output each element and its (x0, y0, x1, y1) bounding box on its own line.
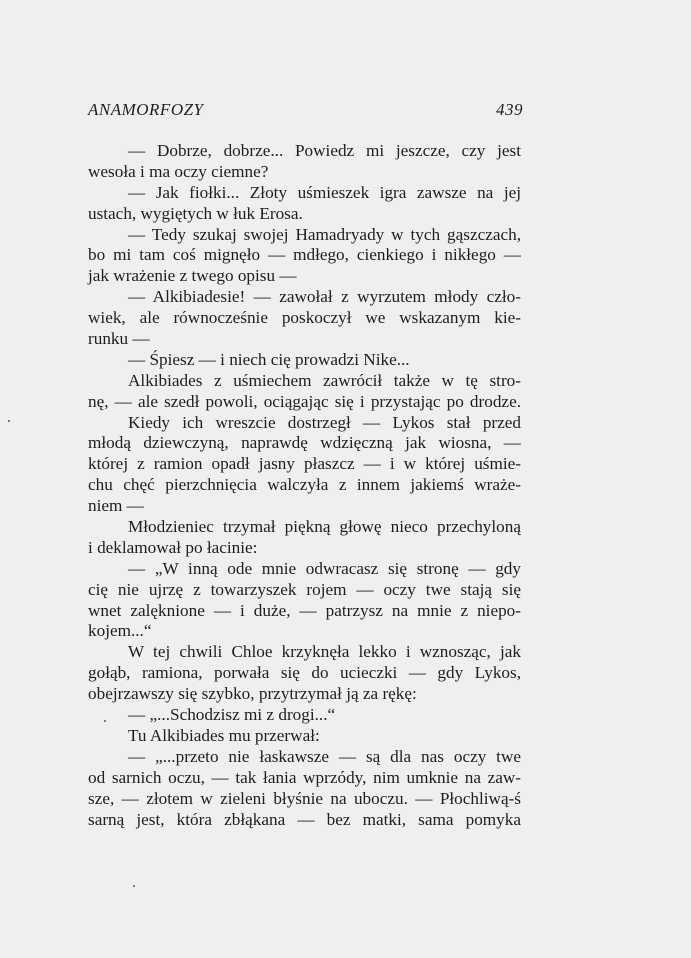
text-line: ustach, wygiętych w łuk Erosa. (88, 203, 303, 223)
text-line: Młodzieniec trzymał piękną głowę nieco przechyloną (128, 517, 521, 537)
text-line: — Alkibiadesie! — zawołał z wyrzutem młody czło- (128, 287, 521, 307)
text-line: jak wrażenie z twego opisu — (88, 266, 297, 286)
text-line: nę, — ale szedł powoli, ociągając się i przystając po drodze. (88, 391, 521, 411)
scan-speck (104, 720, 106, 722)
text-line: — Dobrze, dobrze... Powiedz mi jeszcze, czy jest (128, 141, 521, 160)
text-line: młodą dziewczyną, naprawdę wdzięczną jak wiosna, — (88, 433, 521, 453)
text-line: niem — (88, 496, 144, 516)
text-line: Tu Alkibiades mu przerwał: (128, 725, 320, 745)
text-line: wesoła i ma oczy ciemne? (88, 161, 269, 181)
text-line: wiek, ale równocześnie poskoczył we wskazanym kie- (88, 308, 521, 328)
text-line: W tej chwili Chloe krzyknęła lekko i wznosząc, jak (128, 642, 521, 662)
text-line: — Śpiesz — i niech cię prowadzi Nike... (128, 349, 410, 369)
text-line: — „W inną ode mnie odwracasz się stronę — gdy (128, 558, 521, 578)
text-line: chu chęć pierzchnięcia walczyła z innem jakiemś wraże- (88, 475, 521, 495)
scan-speck (8, 420, 10, 422)
text-line: — Jak fiołki... Złoty uśmieszek igra zawsze na jej (128, 182, 521, 202)
text-line: cię nie ujrzę z towarzyszek rojem — oczy twe stają się (88, 579, 521, 599)
text-line: Alkibiades z uśmiechem zawrócił także w tę stro- (128, 370, 521, 390)
text-line: od sarnich oczu, — tak łania wprzódy, nim umknie na zaw- (88, 767, 521, 787)
page-number: 439 (496, 100, 523, 119)
text-line: gołąb, ramiona, porwała się do ucieczki — gdy Lykos, (88, 663, 521, 683)
text-line: sze, — złotem w zieleni błyśnie na uboczu. — Płochliwą-ś (88, 788, 521, 808)
scan-speck (133, 885, 135, 887)
running-title: ANAMORFOZY (88, 100, 204, 119)
page-body-text (88, 141, 521, 830)
text-line: i deklamował po łacinie: (88, 537, 258, 557)
text-line: runku — (88, 329, 150, 349)
text-line: której z ramion opadł jasny płaszcz — i w której uśmie- (88, 454, 521, 474)
text-line: bo mi tam coś mignęło — mdłego, cienkiego i nikłego — (88, 245, 521, 265)
text-line: wnet zalęknione — i duże, — patrzysz na mnie z niepo- (88, 600, 521, 620)
text-line: — „...przeto nie łaskawsze — są dla nas oczy twe (128, 746, 521, 766)
text-line: obejrzawszy się szybko, przytrzymał ją za rękę: (88, 684, 417, 704)
text-line: — „...Schodzisz mi z drogi...“ (128, 705, 336, 725)
text-line: sarną jest, która zbłąkana — bez matki, sama pomyka (88, 809, 521, 829)
text-line: — Tedy szukaj swojej Hamadryady w tych gąszczach, (128, 224, 521, 244)
text-line: Kiedy ich wreszcie dostrzegł — Lykos stał przed (128, 412, 521, 432)
text-line: kojem...“ (88, 621, 152, 641)
